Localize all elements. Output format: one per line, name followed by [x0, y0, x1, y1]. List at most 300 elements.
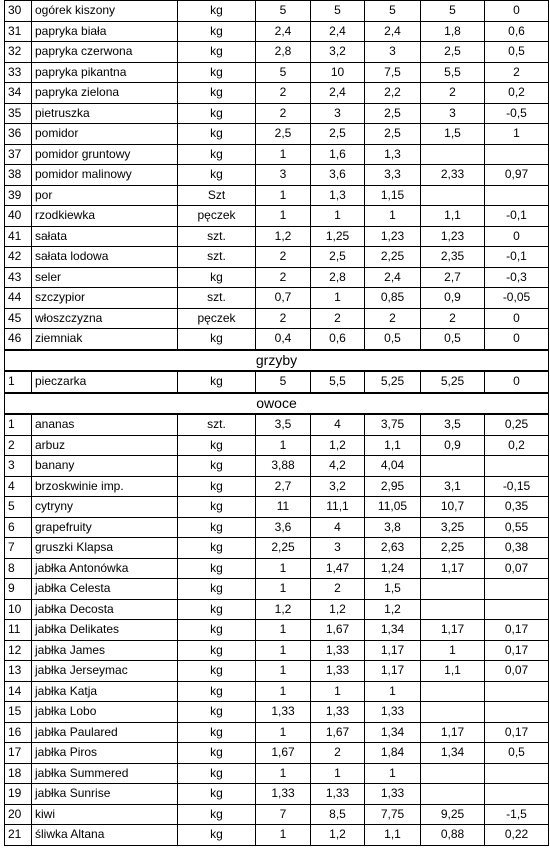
- product-name-cell: jabłka James: [32, 640, 178, 661]
- unit-cell: kg: [178, 743, 256, 764]
- table-row: [5, 784, 549, 805]
- price-avg-cell: 3,8: [365, 517, 421, 538]
- product-name-cell: sałata: [32, 226, 178, 247]
- price-previous-cell: 0,9: [421, 288, 485, 309]
- price-previous-cell: 1,17: [421, 558, 485, 579]
- row-number-cell: 9: [5, 579, 32, 600]
- price-change-cell: 0: [485, 1, 549, 22]
- unit-cell: kg: [178, 640, 256, 661]
- price-avg-cell: 2,25: [365, 247, 421, 268]
- unit-cell: szt.: [178, 414, 256, 435]
- price-change-cell: 0,07: [485, 558, 549, 579]
- price-table-sheet: [4, 0, 548, 846]
- row-number-cell: 12: [5, 640, 32, 661]
- price-max-cell: 1,3: [311, 185, 365, 206]
- price-min-cell: 1: [256, 763, 311, 784]
- price-change-cell: -0,05: [485, 288, 549, 309]
- price-change-cell: 0: [485, 371, 549, 393]
- unit-cell: kg: [178, 497, 256, 518]
- row-number-cell: 11: [5, 620, 32, 641]
- price-previous-cell: 3,25: [421, 517, 485, 538]
- price-max-cell: 10: [311, 62, 365, 83]
- unit-cell: kg: [178, 103, 256, 124]
- price-change-cell: 0: [485, 226, 549, 247]
- price-max-cell: 1: [311, 681, 365, 702]
- product-name-cell: ogórek kiszony: [32, 1, 178, 22]
- price-previous-cell: 2,35: [421, 247, 485, 268]
- unit-cell: kg: [178, 517, 256, 538]
- price-avg-cell: 5,25: [365, 371, 421, 393]
- price-change-cell: [485, 185, 549, 206]
- table-row: [5, 558, 549, 579]
- product-name-cell: gruszki Klapsa: [32, 538, 178, 559]
- price-min-cell: 3,5: [256, 414, 311, 435]
- price-change-cell: [485, 579, 549, 600]
- price-change-cell: [485, 681, 549, 702]
- price-previous-cell: 1,1: [421, 206, 485, 227]
- price-min-cell: 2,25: [256, 538, 311, 559]
- price-previous-cell: 1,17: [421, 620, 485, 641]
- row-number-cell: 31: [5, 21, 32, 42]
- price-max-cell: 1,33: [311, 784, 365, 805]
- price-min-cell: 1,67: [256, 743, 311, 764]
- price-previous-cell: 2,33: [421, 165, 485, 186]
- table-row: [5, 83, 549, 104]
- table-row: [5, 763, 549, 784]
- row-number-cell: 30: [5, 1, 32, 22]
- price-max-cell: 1,25: [311, 226, 365, 247]
- table-row: [5, 308, 549, 329]
- table-row: [5, 681, 549, 702]
- product-name-cell: cytryny: [32, 497, 178, 518]
- price-previous-cell: 5,5: [421, 62, 485, 83]
- price-avg-cell: 3: [365, 42, 421, 63]
- row-number-cell: 41: [5, 226, 32, 247]
- product-name-cell: rzodkiewka: [32, 206, 178, 227]
- price-change-cell: -0,3: [485, 267, 549, 288]
- unit-cell: kg: [178, 329, 256, 350]
- product-name-cell: pomidor: [32, 124, 178, 145]
- price-max-cell: 2,8: [311, 267, 365, 288]
- price-change-cell: -0,5: [485, 103, 549, 124]
- row-number-cell: 21: [5, 825, 32, 846]
- price-min-cell: 3,6: [256, 517, 311, 538]
- price-change-cell: [485, 763, 549, 784]
- row-number-cell: 15: [5, 702, 32, 723]
- price-avg-cell: 1,2: [365, 599, 421, 620]
- price-change-cell: [485, 784, 549, 805]
- row-number-cell: 40: [5, 206, 32, 227]
- product-name-cell: jabłka Summered: [32, 763, 178, 784]
- price-change-cell: 0,97: [485, 165, 549, 186]
- price-max-cell: 2,4: [311, 21, 365, 42]
- table-row: [5, 267, 549, 288]
- price-previous-cell: 2,5: [421, 42, 485, 63]
- price-avg-cell: 2: [365, 308, 421, 329]
- product-name-cell: śliwka Altana: [32, 825, 178, 846]
- price-max-cell: 0,6: [311, 329, 365, 350]
- price-avg-cell: 2,2: [365, 83, 421, 104]
- price-change-cell: 0,17: [485, 620, 549, 641]
- price-min-cell: 2: [256, 247, 311, 268]
- price-min-cell: 5: [256, 62, 311, 83]
- price-max-cell: 4: [311, 517, 365, 538]
- row-number-cell: 34: [5, 83, 32, 104]
- price-min-cell: 7: [256, 804, 311, 825]
- product-name-cell: grapefruity: [32, 517, 178, 538]
- price-previous-cell: 1,8: [421, 21, 485, 42]
- price-min-cell: 2: [256, 83, 311, 104]
- unit-cell: szt.: [178, 288, 256, 309]
- product-name-cell: ziemniak: [32, 329, 178, 350]
- product-name-cell: papryka zielona: [32, 83, 178, 104]
- price-min-cell: 1: [256, 185, 311, 206]
- price-max-cell: 3,2: [311, 42, 365, 63]
- unit-cell: kg: [178, 661, 256, 682]
- table-row: [5, 288, 549, 309]
- price-min-cell: 5: [256, 1, 311, 22]
- price-min-cell: 1: [256, 722, 311, 743]
- table-row: [5, 21, 549, 42]
- price-max-cell: 3: [311, 538, 365, 559]
- price-avg-cell: 1,34: [365, 620, 421, 641]
- price-min-cell: 5: [256, 371, 311, 393]
- price-previous-cell: 0,9: [421, 435, 485, 456]
- price-change-cell: 0,2: [485, 83, 549, 104]
- row-number-cell: 42: [5, 247, 32, 268]
- unit-cell: szt.: [178, 226, 256, 247]
- row-number-cell: 18: [5, 763, 32, 784]
- price-change-cell: 2: [485, 62, 549, 83]
- price-max-cell: 1,67: [311, 722, 365, 743]
- price-min-cell: 1: [256, 435, 311, 456]
- product-name-cell: por: [32, 185, 178, 206]
- unit-cell: kg: [178, 825, 256, 846]
- product-name-cell: jabłka Celesta: [32, 579, 178, 600]
- table-row: [5, 226, 549, 247]
- table-row: [5, 517, 549, 538]
- unit-cell: pęczek: [178, 308, 256, 329]
- price-min-cell: 1: [256, 640, 311, 661]
- row-number-cell: 2: [5, 435, 32, 456]
- price-max-cell: 1: [311, 206, 365, 227]
- price-min-cell: 3,88: [256, 456, 311, 477]
- price-previous-cell: [421, 185, 485, 206]
- row-number-cell: 19: [5, 784, 32, 805]
- price-min-cell: 1: [256, 579, 311, 600]
- product-name-cell: seler: [32, 267, 178, 288]
- price-min-cell: 1: [256, 206, 311, 227]
- price-min-cell: 2: [256, 267, 311, 288]
- price-change-cell: 0,25: [485, 414, 549, 435]
- price-avg-cell: 1,3: [365, 144, 421, 165]
- price-avg-cell: 7,75: [365, 804, 421, 825]
- price-previous-cell: 1,17: [421, 722, 485, 743]
- price-max-cell: 1,33: [311, 661, 365, 682]
- price-previous-cell: 10,7: [421, 497, 485, 518]
- unit-cell: kg: [178, 371, 256, 393]
- row-number-cell: 3: [5, 456, 32, 477]
- price-min-cell: 1,33: [256, 784, 311, 805]
- price-avg-cell: 4,04: [365, 456, 421, 477]
- price-avg-cell: 1: [365, 206, 421, 227]
- row-number-cell: 37: [5, 144, 32, 165]
- product-name-cell: papryka czerwona: [32, 42, 178, 63]
- price-max-cell: 2,4: [311, 83, 365, 104]
- price-avg-cell: 3,75: [365, 414, 421, 435]
- section-header-row: [5, 393, 549, 415]
- price-min-cell: 1: [256, 558, 311, 579]
- product-name-cell: jabłka Lobo: [32, 702, 178, 723]
- product-name-cell: papryka pikantna: [32, 62, 178, 83]
- unit-cell: kg: [178, 21, 256, 42]
- table-row: [5, 144, 549, 165]
- price-avg-cell: 2,4: [365, 267, 421, 288]
- unit-cell: kg: [178, 124, 256, 145]
- section-title: grzyby: [5, 350, 549, 372]
- product-name-cell: jabłka Paulared: [32, 722, 178, 743]
- price-avg-cell: 11,05: [365, 497, 421, 518]
- price-max-cell: 2: [311, 308, 365, 329]
- product-name-cell: jabłka Katja: [32, 681, 178, 702]
- price-change-cell: -0,1: [485, 247, 549, 268]
- price-max-cell: 3: [311, 103, 365, 124]
- price-min-cell: 1: [256, 681, 311, 702]
- price-max-cell: 5,5: [311, 371, 365, 393]
- price-min-cell: 3: [256, 165, 311, 186]
- section-title: owoce: [5, 393, 549, 415]
- price-avg-cell: 1,24: [365, 558, 421, 579]
- price-previous-cell: [421, 456, 485, 477]
- price-change-cell: 0,22: [485, 825, 549, 846]
- price-table: [4, 0, 549, 846]
- unit-cell: kg: [178, 722, 256, 743]
- row-number-cell: 16: [5, 722, 32, 743]
- product-name-cell: papryka biała: [32, 21, 178, 42]
- price-previous-cell: 1,23: [421, 226, 485, 247]
- table-row: [5, 825, 549, 846]
- price-avg-cell: 1,5: [365, 579, 421, 600]
- price-change-cell: 0,17: [485, 640, 549, 661]
- row-number-cell: 17: [5, 743, 32, 764]
- price-previous-cell: 0,88: [421, 825, 485, 846]
- price-max-cell: 1,33: [311, 640, 365, 661]
- unit-cell: kg: [178, 267, 256, 288]
- table-row: [5, 579, 549, 600]
- product-name-cell: jabłka Jerseymac: [32, 661, 178, 682]
- price-previous-cell: [421, 681, 485, 702]
- price-min-cell: 1,33: [256, 702, 311, 723]
- table-row: [5, 743, 549, 764]
- table-row: [5, 371, 549, 393]
- price-previous-cell: [421, 784, 485, 805]
- price-max-cell: 2: [311, 579, 365, 600]
- table-row: [5, 1, 549, 22]
- table-row: [5, 185, 549, 206]
- unit-cell: kg: [178, 681, 256, 702]
- row-number-cell: 4: [5, 476, 32, 497]
- price-max-cell: 8,5: [311, 804, 365, 825]
- price-change-cell: [485, 144, 549, 165]
- row-number-cell: 7: [5, 538, 32, 559]
- table-row: [5, 702, 549, 723]
- price-avg-cell: 1,15: [365, 185, 421, 206]
- price-change-cell: -0,15: [485, 476, 549, 497]
- unit-cell: kg: [178, 620, 256, 641]
- row-number-cell: 36: [5, 124, 32, 145]
- row-number-cell: 35: [5, 103, 32, 124]
- row-number-cell: 45: [5, 308, 32, 329]
- price-previous-cell: [421, 599, 485, 620]
- price-min-cell: 1,2: [256, 226, 311, 247]
- row-number-cell: 20: [5, 804, 32, 825]
- price-avg-cell: 1,23: [365, 226, 421, 247]
- row-number-cell: 43: [5, 267, 32, 288]
- price-change-cell: [485, 456, 549, 477]
- price-min-cell: 2,4: [256, 21, 311, 42]
- row-number-cell: 5: [5, 497, 32, 518]
- row-number-cell: 10: [5, 599, 32, 620]
- product-name-cell: brzoskwinie imp.: [32, 476, 178, 497]
- product-name-cell: kiwi: [32, 804, 178, 825]
- row-number-cell: 6: [5, 517, 32, 538]
- price-avg-cell: 1,33: [365, 784, 421, 805]
- price-avg-cell: 2,5: [365, 124, 421, 145]
- unit-cell: kg: [178, 83, 256, 104]
- price-avg-cell: 3,3: [365, 165, 421, 186]
- price-min-cell: 2,8: [256, 42, 311, 63]
- price-min-cell: 1: [256, 661, 311, 682]
- price-previous-cell: 3,1: [421, 476, 485, 497]
- unit-cell: kg: [178, 165, 256, 186]
- unit-cell: kg: [178, 1, 256, 22]
- price-min-cell: 1: [256, 825, 311, 846]
- price-previous-cell: [421, 702, 485, 723]
- price-min-cell: 0,4: [256, 329, 311, 350]
- price-change-cell: 0,5: [485, 743, 549, 764]
- price-max-cell: 1,2: [311, 435, 365, 456]
- table-row: [5, 497, 549, 518]
- price-min-cell: 1: [256, 144, 311, 165]
- price-max-cell: 2,5: [311, 124, 365, 145]
- table-row: [5, 722, 549, 743]
- price-change-cell: 0,6: [485, 21, 549, 42]
- table-row: [5, 165, 549, 186]
- price-max-cell: 1: [311, 288, 365, 309]
- unit-cell: pęczek: [178, 206, 256, 227]
- row-number-cell: 1: [5, 414, 32, 435]
- price-avg-cell: 0,85: [365, 288, 421, 309]
- price-max-cell: 1,2: [311, 825, 365, 846]
- price-min-cell: 0,7: [256, 288, 311, 309]
- product-name-cell: pomidor gruntowy: [32, 144, 178, 165]
- table-row: [5, 124, 549, 145]
- price-change-cell: 0,07: [485, 661, 549, 682]
- table-row: [5, 456, 549, 477]
- price-change-cell: -1,5: [485, 804, 549, 825]
- product-name-cell: jabłka Sunrise: [32, 784, 178, 805]
- price-change-cell: 0,17: [485, 722, 549, 743]
- price-min-cell: 2: [256, 308, 311, 329]
- table-row: [5, 620, 549, 641]
- row-number-cell: 13: [5, 661, 32, 682]
- price-max-cell: 1,2: [311, 599, 365, 620]
- price-previous-cell: 9,25: [421, 804, 485, 825]
- table-row: [5, 661, 549, 682]
- price-change-cell: 0: [485, 329, 549, 350]
- price-previous-cell: 5,25: [421, 371, 485, 393]
- price-avg-cell: 1: [365, 681, 421, 702]
- table-row: [5, 538, 549, 559]
- product-name-cell: jabłka Piros: [32, 743, 178, 764]
- price-avg-cell: 7,5: [365, 62, 421, 83]
- price-max-cell: 11,1: [311, 497, 365, 518]
- price-previous-cell: [421, 144, 485, 165]
- unit-cell: kg: [178, 456, 256, 477]
- price-max-cell: 1,47: [311, 558, 365, 579]
- price-avg-cell: 1,1: [365, 435, 421, 456]
- price-previous-cell: 1,5: [421, 124, 485, 145]
- product-name-cell: banany: [32, 456, 178, 477]
- unit-cell: kg: [178, 476, 256, 497]
- price-previous-cell: 3,5: [421, 414, 485, 435]
- price-previous-cell: 1,34: [421, 743, 485, 764]
- price-avg-cell: 0,5: [365, 329, 421, 350]
- product-name-cell: jabłka Decosta: [32, 599, 178, 620]
- price-avg-cell: 1,33: [365, 702, 421, 723]
- price-avg-cell: 5: [365, 1, 421, 22]
- price-previous-cell: 1: [421, 640, 485, 661]
- price-max-cell: 4,2: [311, 456, 365, 477]
- table-row: [5, 414, 549, 435]
- price-previous-cell: 2: [421, 308, 485, 329]
- table-row: [5, 435, 549, 456]
- product-name-cell: pietruszka: [32, 103, 178, 124]
- price-avg-cell: 2,95: [365, 476, 421, 497]
- unit-cell: kg: [178, 784, 256, 805]
- price-previous-cell: 0,5: [421, 329, 485, 350]
- price-avg-cell: 1,1: [365, 825, 421, 846]
- row-number-cell: 39: [5, 185, 32, 206]
- price-previous-cell: [421, 579, 485, 600]
- unit-cell: szt.: [178, 247, 256, 268]
- price-avg-cell: 1,34: [365, 722, 421, 743]
- table-row: [5, 476, 549, 497]
- price-change-cell: 0,38: [485, 538, 549, 559]
- table-row: [5, 62, 549, 83]
- product-name-cell: pieczarka: [32, 371, 178, 393]
- price-change-cell: 1: [485, 124, 549, 145]
- price-previous-cell: 5: [421, 1, 485, 22]
- row-number-cell: 14: [5, 681, 32, 702]
- table-row: [5, 329, 549, 350]
- table-row: [5, 103, 549, 124]
- price-avg-cell: 2,63: [365, 538, 421, 559]
- section-header-row: [5, 350, 549, 372]
- price-previous-cell: 2,7: [421, 267, 485, 288]
- row-number-cell: 46: [5, 329, 32, 350]
- unit-cell: kg: [178, 599, 256, 620]
- price-previous-cell: 2,25: [421, 538, 485, 559]
- price-min-cell: 1,2: [256, 599, 311, 620]
- price-avg-cell: 1: [365, 763, 421, 784]
- product-name-cell: szczypior: [32, 288, 178, 309]
- price-min-cell: 2: [256, 103, 311, 124]
- price-max-cell: 2: [311, 743, 365, 764]
- product-name-cell: arbuz: [32, 435, 178, 456]
- price-avg-cell: 2,5: [365, 103, 421, 124]
- price-change-cell: 0,55: [485, 517, 549, 538]
